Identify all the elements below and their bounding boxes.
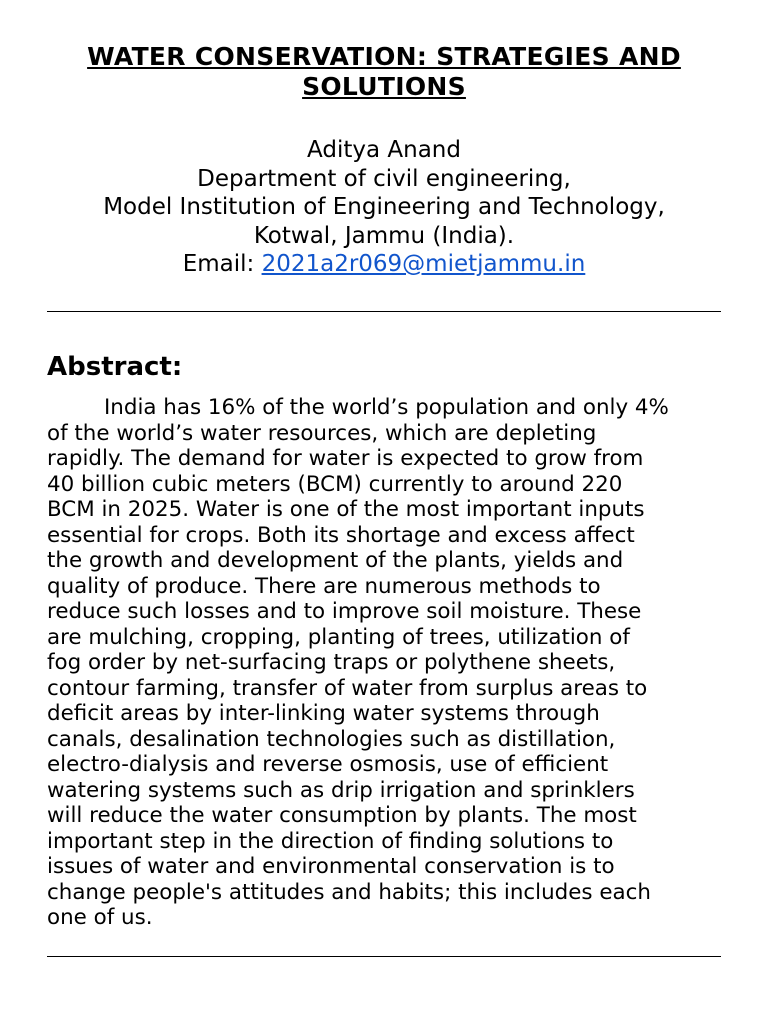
author-name: Aditya Anand <box>307 137 461 163</box>
abstract-line: fog order by net-surfacing traps or polythene sheets, <box>47 650 616 675</box>
abstract-line: deficit areas by inter-linking water systems through <box>47 701 600 726</box>
author-location: Kotwal, Jammu (India). <box>253 222 515 249</box>
abstract-line: contour farming, transfer of water from surplus areas to <box>47 675 648 701</box>
abstract-body <box>47 395 727 931</box>
abstract-line: canals, desalination technologies such as distillation, <box>47 726 616 752</box>
abstract-line: 40 billion cubic meters (BCM) currently to around 220 <box>47 471 623 497</box>
author-institution: Model Institution of Engineering and Technology, <box>103 194 665 220</box>
abstract-line: issues of water and environmental conservation is to <box>47 854 615 879</box>
abstract-line: rapidly. The demand for water is expected to grow from <box>47 446 644 471</box>
abstract-line: quality of produce. There are numerous methods to <box>47 573 601 599</box>
abstract-line: watering systems such as drip irrigation and sprinklers <box>47 777 635 803</box>
author-department: Department of civil engineering, <box>197 165 571 192</box>
abstract-heading: Abstract: <box>47 352 183 382</box>
title-line: SOLUTIONS <box>302 72 466 101</box>
email-label: Email: <box>182 251 262 277</box>
email-link[interactable]: 2021a2r069@mietjammu.in <box>261 251 586 277</box>
title-line: WATER CONSERVATION: STRATEGIES AND <box>87 42 681 71</box>
abstract-line: one of us. <box>47 905 153 930</box>
abstract-line: electro-dialysis and reverse osmosis, use of efficient <box>47 752 609 777</box>
abstract-line: change people's attitudes and habits; this includes each <box>47 879 651 905</box>
author-email <box>0 250 768 279</box>
author-block <box>0 136 768 279</box>
abstract-line: important step in the direction of finding solutions to <box>47 828 614 854</box>
abstract-line: the growth and development of the plants, yields and <box>47 548 624 573</box>
abstract-line: India has 16% of the world’s population and only 4% <box>104 395 669 420</box>
abstract-line: of the world’s water resources, which are depleting <box>47 420 597 446</box>
divider-top <box>47 311 721 312</box>
abstract-line: will reduce the water consumption by plants. The most <box>47 803 637 828</box>
abstract-line: reduce such losses and to improve soil moisture. These <box>47 599 642 624</box>
abstract-line: essential for crops. Both its shortage and excess affect <box>47 522 635 548</box>
abstract-line: BCM in 2025. Water is one of the most important inputs <box>47 497 645 522</box>
paper-title <box>0 42 768 102</box>
abstract-line: are mulching, cropping, planting of trees, utilization of <box>47 624 630 650</box>
divider-bottom <box>47 956 721 957</box>
